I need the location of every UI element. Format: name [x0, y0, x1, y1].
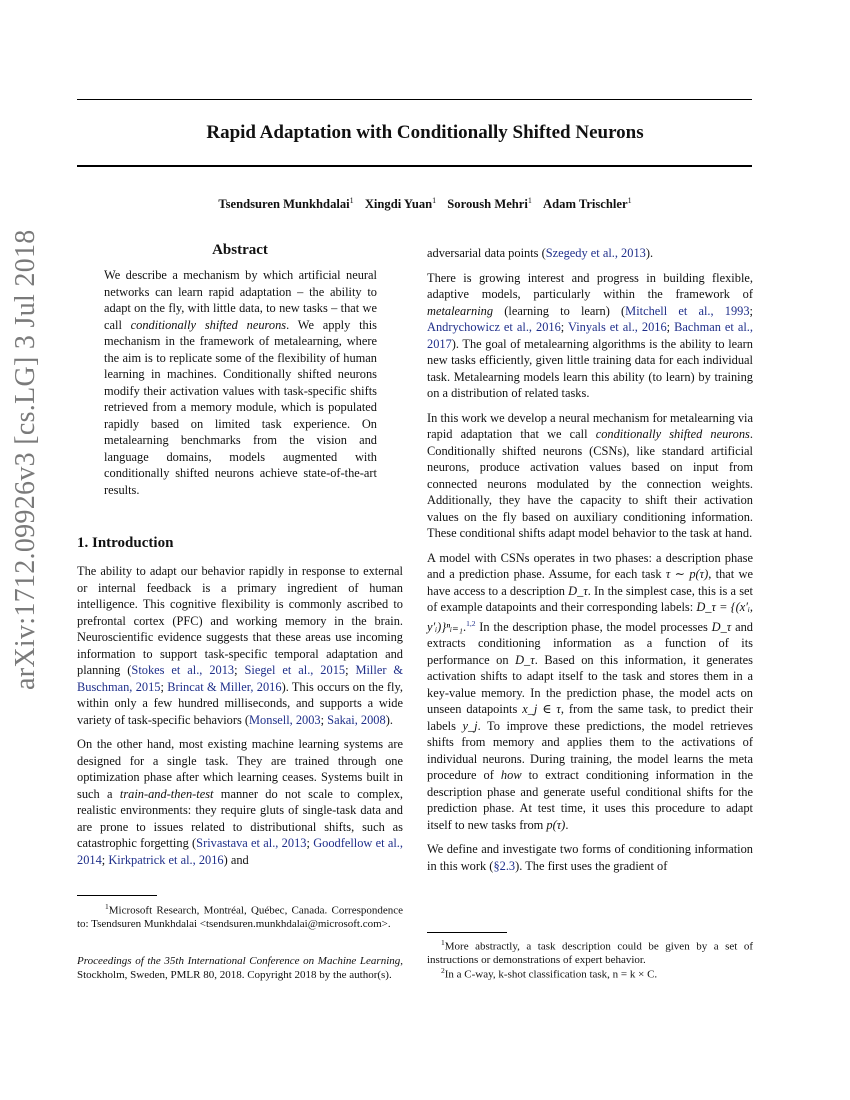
author-list [0, 196, 850, 212]
left-column-body [77, 563, 403, 876]
intro-paragraph-3: There is growing interest and progress in building flexible, adaptive models, particularly within the framework of metalearning (learning to learn) (Mitchell et al., 1993; Andrychowicz et al., 2016; Vinyals et al., 2016; Bachman et al., 2017). The goal of metalearning algorithms is the ability to learn new tasks efficiently, given little training data for each individual task. Metalearning models learn this ability (to learn) by training on a distribution of related tasks. [427, 270, 753, 400]
citation-link[interactable]: Sakai, 2008 [327, 712, 386, 727]
intro-paragraph-1: The ability to adapt our behavior rapidly in response to external or internal feedback is a primary ingredient of human intelligence. This cognitive flexibility is commonly ascribed to prefrontal cortex (PFC) and working memory in the brain. Neuroscientific evidence suggests that these areas use incoming information to support task-specific temporal adaptation and planning (Stokes et al., 2013; Siegel et al., 2015; Miller & Buschman, 2015; Brincat & Miller, 2016). This occurs on the fly, within only a few hundred milliseconds, and supports a wide variety of task-specific behaviors (Monsell, 2003; Sakai, 2008). [77, 564, 404, 727]
footnote-rule [77, 895, 157, 896]
intro-paragraph-2-cont: adversarial data points (Szegedy et al., 2013). [427, 246, 654, 260]
citation-link[interactable]: Bachman et al., 2017 [427, 320, 753, 351]
citation-link[interactable]: Andrychowicz et al., 2016 [427, 320, 561, 334]
paper-title: Rapid Adaptation with Conditionally Shifted Neurons [206, 122, 644, 143]
author: Adam Trischler$^1$ [543, 196, 632, 212]
citation-link[interactable]: Srivastava et al., 2013 [196, 836, 307, 850]
footnote-rule [427, 932, 507, 933]
citation-link[interactable]: Monsell, 2003 [249, 712, 321, 727]
citation-link[interactable]: Kirkpatrick et al., 2016 [108, 852, 224, 867]
intro-paragraph-4: In this work we develop a neural mechanism for metalearning via rapid adaptation that we call conditionally shifted neurons. Conditionally shifted neurons (CSNs), like standard artificial neurons, produce activation values based on input from connected neurons modulated by the connection weights. Additionally, they have the capacity to shift their activation values on the fly based on auxiliary conditioning information. These conditional shifts adapt model behavior to the task at hand. [427, 410, 753, 540]
section-link[interactable]: §2.3 [493, 858, 516, 873]
author: Tsendsuren Munkhdalai$^1$ [218, 196, 354, 212]
citation-link[interactable]: Szegedy et al., 2013 [545, 246, 646, 260]
footnote-2: $^2$In a C-way, k-shot classification task, n = k × C. [441, 966, 658, 981]
footnote-1: $^1$More abstractly, a task description could be given by a set of instructions or demonstrations of expert behavior. [427, 938, 753, 967]
abstract-heading: Abstract [212, 242, 268, 258]
citation-link[interactable]: Brincat & Miller, 2016 [167, 679, 282, 694]
footnote-ref[interactable]: 1,2 [466, 618, 476, 628]
arxiv-identifier: arXiv:1712.09926v3 [cs.LG] 3 Jul 2018 [10, 229, 41, 690]
right-column-body [427, 245, 753, 882]
author: Soroush Mehri$^1$ [447, 196, 532, 212]
citation-link[interactable]: Vinyals et al., 2016 [568, 320, 667, 334]
section-heading-introduction: 1. Introduction [77, 535, 174, 551]
intro-paragraph-5: A model with CSNs operates in two phases: a description phase and a prediction phase. Assume, for each task τ ∼ p(τ), that we have access to a description D_τ. In the simplest case, this is a set of example datapoints and their corresponding labels: D_τ = {(x′ᵢ, y′ᵢ)}ⁿᵢ₌₁.$^{1,2}$ In the description phase, the model processes D_τ and extracts conditioning information as a function of its performance on D_τ. Based on this information, it generates activation shifts to adapt itself to the task and stores them in a key-value memory. In the prediction phase, the model acts on unseen datapoints x_j ∈ τ, from the same task, to predict their labels y_j. To improve these predictions, the model retrieves shifts from memory and applies them to the activations of individual neurons. During training, the model learns the meta procedure of how to extract conditioning information in the description phase and generate useful conditional shifts for the prediction phase. At test time, it uses this procedure to adapt itself to new tasks from p(τ). [427, 550, 754, 832]
title-rule-top [77, 99, 752, 100]
intro-paragraph-2: On the other hand, most existing machine learning systems are designed for a single task. They are trained through one optimization phase after which learning ceases. Systems built in such a train-and-then-test manner do not scale to complex, realistic environments: they require gluts of single-task data and are prone to issues related to distributional shifts, such as catastrophic forgetting (Srivastava et al., 2013; Goodfellow et al., 2014; Kirkpatrick et al., 2016) and [77, 737, 403, 867]
affiliation-footnote: $^1$Microsoft Research, Montréal, Québec, Canada. Correspondence to: Tsendsuren Munkhdalai <tsendsuren.munkhdalai@microsoft.com>. [77, 902, 403, 931]
citation-link[interactable]: Goodfellow et al., 2014 [77, 836, 403, 867]
citation-link[interactable]: Miller & Buschman, 2015 [77, 663, 404, 694]
citation-link[interactable]: Mitchell et al., 1993 [625, 303, 750, 318]
citation-link[interactable]: Siegel et al., 2015 [244, 663, 346, 677]
author: Xingdi Yuan$^1$ [364, 196, 437, 212]
abstract-body: We describe a mechanism by which artificial neural networks can learn rapid adaptation – the ability to adapt on the fly, with little data, to new tasks – that we call conditionally shifted neurons. We apply this mechanism in the framework of metalearning, where the aim is to replicate some of the flexibility of human learning in machines. Conditionally shifted neurons modify their activation values with task-specific shifts retrieved from a memory module, which is populated rapidly based on limited task experience. On metalearning benchmarks from the vision and language domains, models augmented with conditionally shifted neurons achieve state-of-the-art results. [104, 268, 377, 497]
title-rule-bottom [77, 165, 752, 167]
proceedings-note: Proceedings of the 35th International Conference on Machine Learning, Stockholm, Sweden, PMLR 80, 2018. Copyright 2018 by the author(s). [77, 955, 403, 981]
citation-link[interactable]: Stokes et al., 2013 [131, 663, 235, 677]
intro-paragraph-6: We define and investigate two forms of conditioning information in this work (§2.3). The first uses the gradient of [427, 842, 753, 873]
